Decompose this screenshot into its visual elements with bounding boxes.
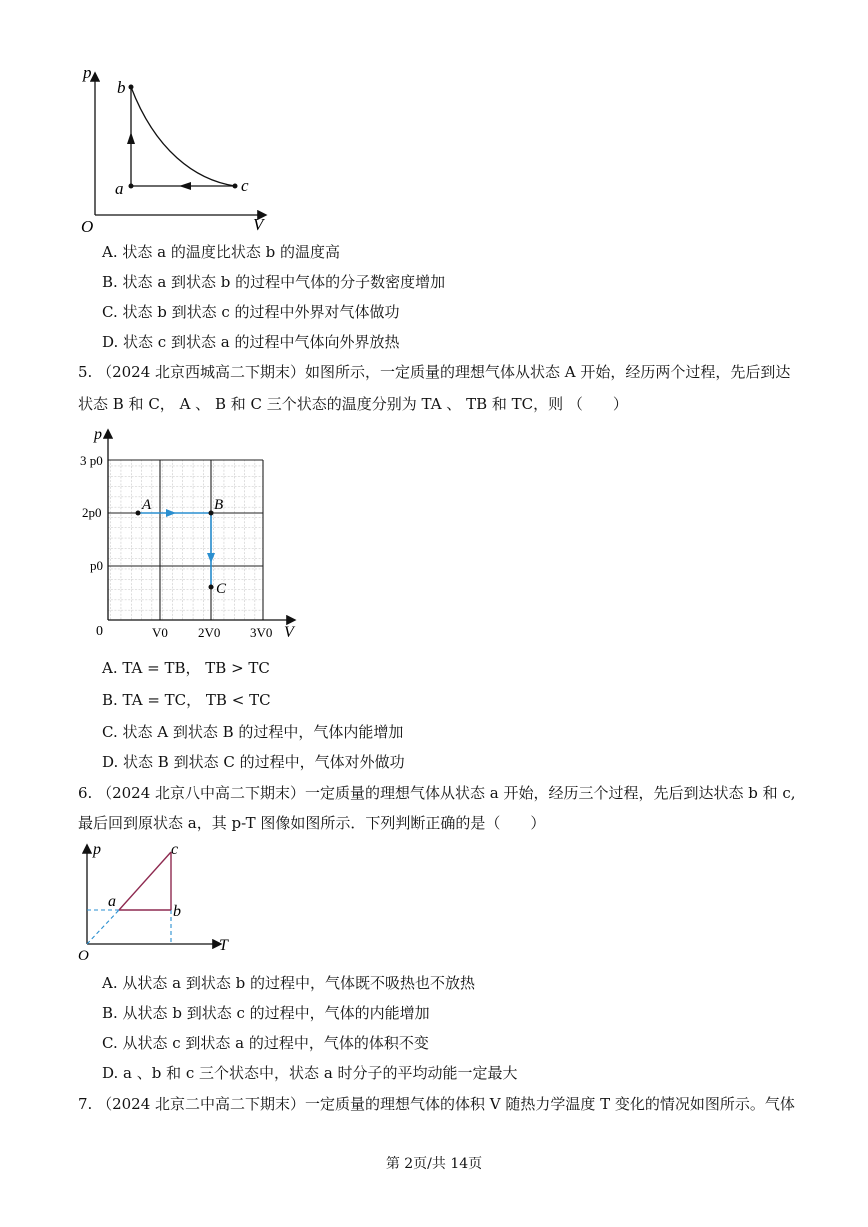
p-label: p [94, 426, 102, 443]
arrow-ab [127, 132, 135, 144]
x-tick-3v0: 3V0 [250, 625, 273, 640]
p-label: p [83, 63, 92, 82]
q6-stem-line2: 最后回到原状态 a，其 p-T 图像如图所示．下列判断正确的是（ ） [78, 814, 546, 832]
q4-option-b: B. 状态 a 到状态 b 的过程中气体的分子数密度增加 [102, 273, 446, 291]
point-a-label: a [115, 179, 124, 198]
v-label: V [284, 624, 294, 641]
q4-option-d: D. 状态 c 到状态 a 的过程中气体向外界放热 [102, 333, 400, 351]
origin-label: 0 [96, 624, 103, 639]
arrow-ca [179, 182, 191, 190]
q5-stem-line1: 5. （2024 北京西城高二下期末）如图所示，一定质量的理想气体从状态 A 开始，经历两个过程，先后到达 [78, 363, 791, 381]
q5-option-b: B. TA = TC， TB < TC [102, 691, 271, 709]
point-c-label: c [171, 841, 179, 858]
point-b-label: B [214, 497, 224, 513]
figure-q5-pv [80, 425, 310, 645]
process-ca [119, 852, 171, 910]
p-label: p [93, 841, 101, 858]
q6-option-c: C. 从状态 c 到状态 a 的过程中，气体的体积不变 [102, 1034, 429, 1052]
q5-stem-line2: 状态 B 和 C， A 、 B 和 C 三个状态的温度分别为 TA 、 TB 和 TC，则 （ ） [78, 395, 628, 413]
point-a-label: A [142, 497, 152, 513]
point-b-label: b [173, 903, 181, 920]
y-tick-3p0: 3 p0 [80, 453, 103, 468]
figure-pv-cycle [75, 60, 275, 235]
point-b-label: b [117, 78, 126, 97]
y-tick-p0: p0 [90, 558, 103, 573]
q4-option-a: A. 状态 a 的温度比状态 b 的温度高 [102, 243, 340, 261]
x-tick-2v0: 2V0 [198, 625, 221, 640]
q6-option-d: D. a 、b 和 c 三个状态中，状态 a 时分子的平均动能一定最大 [102, 1064, 518, 1082]
process-bc [131, 87, 235, 186]
q5-option-d: D. 状态 B 到状态 C 的过程中，气体对外做功 [102, 753, 405, 771]
v-label: V [253, 215, 264, 234]
q5-option-c: C. 状态 A 到状态 B 的过程中，气体内能增加 [102, 723, 404, 741]
origin-label: O [81, 217, 94, 235]
page-footer: 第 2页/共 14页 [385, 1156, 483, 1172]
point-a-label: a [108, 893, 116, 910]
q6-stem-line1: 6. （2024 北京八中高二下期末）一定质量的理想气体从状态 a 开始，经历三个过程，先后到达状态 b 和 c, [78, 784, 796, 802]
x-tick-v0: V0 [152, 625, 168, 640]
y-tick-2p0: 2p0 [82, 505, 102, 520]
point-c-label: c [241, 176, 249, 195]
q7-stem-line1: 7. （2024 北京二中高二下期末）一定质量的理想气体的体积 V 随热力学温度 T 变化的情况如图所示。气体 [78, 1095, 795, 1113]
q6-option-a: A. 从状态 a 到状态 b 的过程中，气体既不吸热也不放热 [102, 974, 475, 992]
figure-q6-pt [75, 840, 240, 965]
q5-option-a: A. TA = TB， TB > TC [102, 659, 270, 677]
q4-option-c: C. 状态 b 到状态 c 的过程中外界对气体做功 [102, 303, 400, 321]
t-label: T [219, 937, 228, 954]
origin-label: O [78, 948, 89, 964]
q6-option-b: B. 从状态 b 到状态 c 的过程中，气体的内能增加 [102, 1004, 430, 1022]
point-c-label: C [216, 581, 227, 597]
